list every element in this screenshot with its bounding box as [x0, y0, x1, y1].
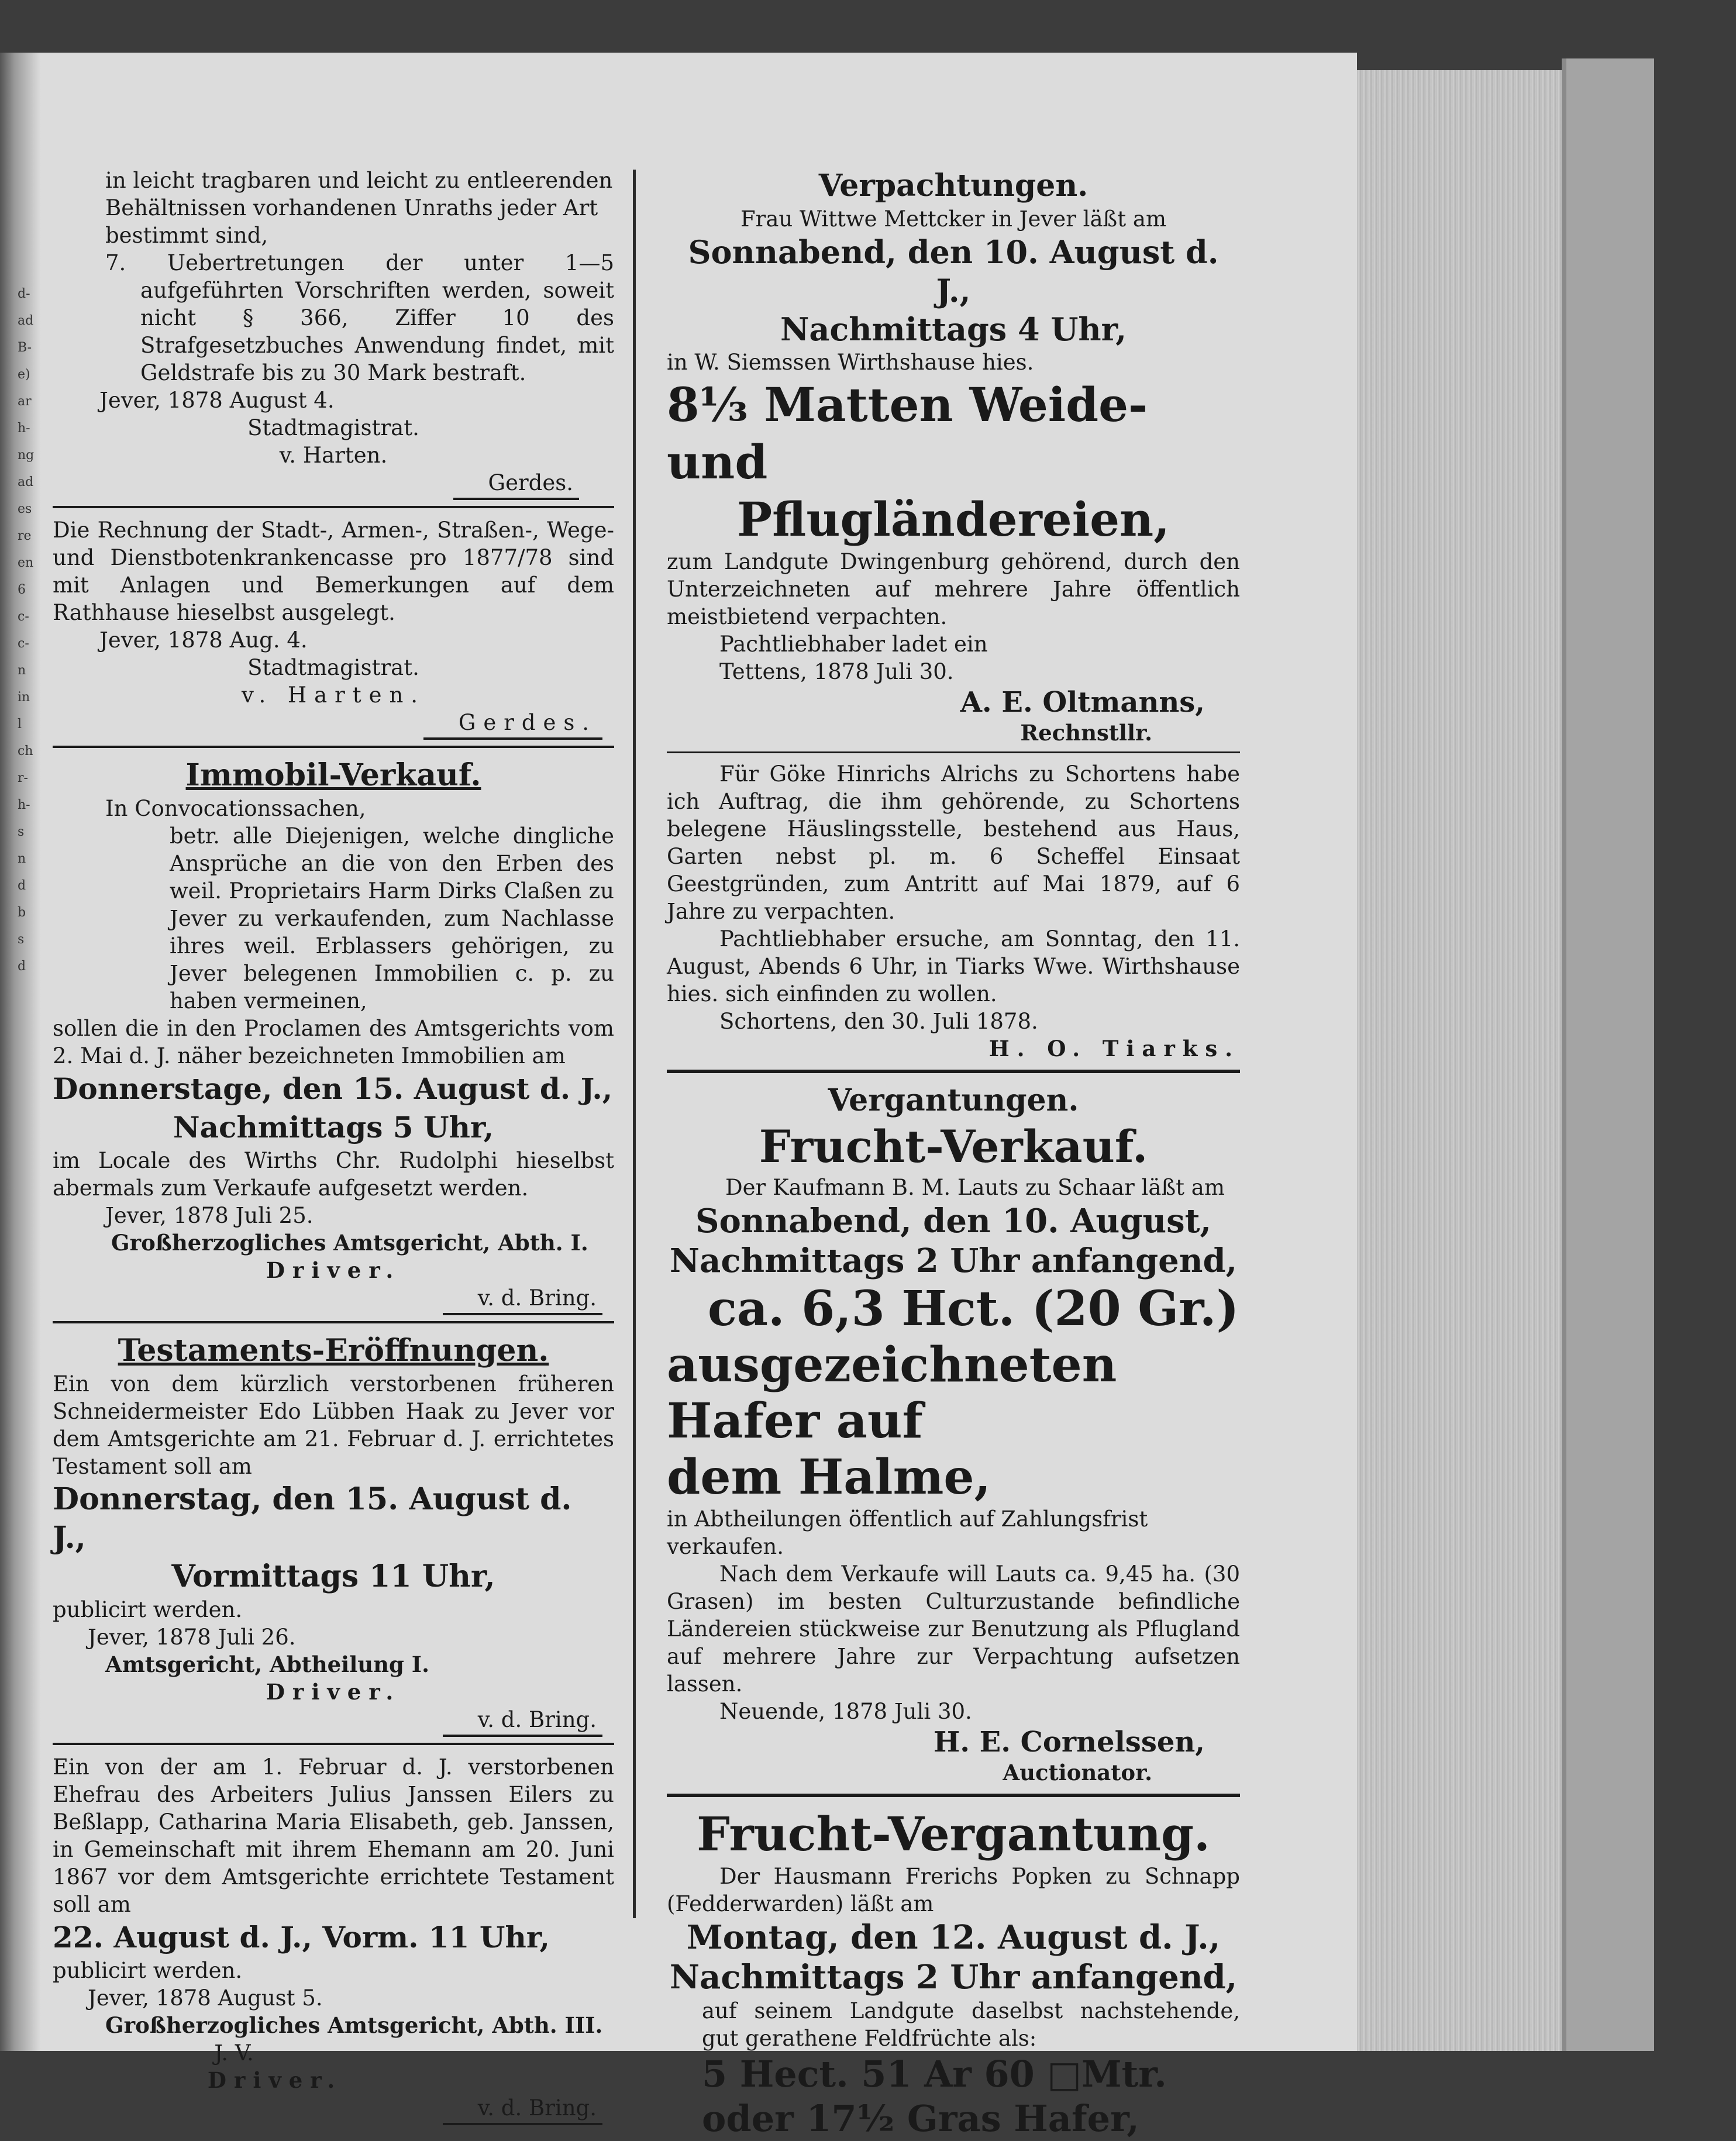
countersign-text: v. d. Bring.	[443, 1706, 602, 1737]
immobil-body: betr. alle Diejenigen, welche dingliche Ansprüche an die von den Erben des weil. Proprietairs Harm Dirks Claßen zu Jever zu verkaufenden, zum Nachlasse ihres weil. Erblassers gehörigen, zu Jever belegenen Immobilien c. p. zu haben vermeinen,	[170, 823, 614, 1013]
immobil-text2: sollen die in den Proclamen des Amtsgerichts vom 2. Mai d. J. näher bezeichneten Immobilien am	[53, 1016, 614, 1068]
immobil-time: Nachmittags 5 Uhr,	[173, 1110, 494, 1144]
immobil-notice	[53, 756, 614, 1315]
testament-notice-2	[53, 1753, 614, 2125]
ordinance-line: in leicht tragbaren und leicht zu entleerenden	[105, 168, 613, 193]
margin-fragment: h-	[18, 798, 30, 812]
court: Großherzogliches Amtsgericht, Abth. I.	[111, 1230, 588, 1256]
auction-text: in Abtheilungen öffentlich auf Zahlungsfrist verkaufen.	[667, 1506, 1148, 1559]
margin-fragment: ad	[18, 475, 34, 489]
margin-fragment: ng	[18, 448, 35, 463]
margin-fragment: en	[18, 556, 34, 570]
auction-intro: Der Kaufmann B. M. Lauts zu Schaar läßt am	[725, 1175, 1225, 1200]
margin-fragment: r-	[18, 771, 28, 785]
margin-fragment: n	[18, 663, 26, 678]
auction-big-2: ausgezeichneten Hafer auf	[667, 1337, 1117, 1449]
auction2-date: Montag, den 12. August d. J.,	[686, 1918, 1221, 1957]
auction-notice-1	[667, 1081, 1240, 1787]
signer-title: Rechnstllr.	[1020, 720, 1152, 746]
testament2-date: 22. August d. J., Vorm. 11 Uhr,	[53, 1920, 550, 1954]
divider	[53, 746, 614, 748]
divider	[53, 1321, 614, 1323]
margin-fragment: b	[18, 905, 26, 920]
testament-heading: Testaments-Eröffnungen.	[118, 1333, 549, 1368]
lease-intro: Frau Wittwe Mettcker in Jever läßt am	[740, 206, 1167, 232]
lease-big-2: Pflugländereien,	[737, 492, 1170, 547]
lease-place: in W. Siemssen Wirthshause hies.	[667, 350, 1034, 375]
signer: Driver.	[266, 1257, 401, 1283]
divider	[667, 1794, 1240, 1797]
place-date: Jever, 1878 Juli 25.	[105, 1203, 314, 1228]
lease2-text: Für Göke Hinrichs Alrichs zu Schortens habe ich Auftrag, die ihm gehörende, zu Schortens belegene Häuslingsstelle, bestehend aus Haus, Garten nebst pl. m. 6 Scheffel Einsaat Geestgründen, zum Antritt auf Mai 1879, auf 6 Jahre zu verpachten.	[667, 761, 1240, 924]
testament-after: publicirt werden.	[53, 1597, 243, 1622]
auction-big-1: ca. 6,3 Hct. (20 Gr.)	[708, 1281, 1239, 1337]
section-heading: Verpachtungen.	[818, 168, 1089, 204]
testament-time: Vormittags 11 Uhr,	[171, 1559, 495, 1594]
lease-text: zum Landgute Dwingenburg gehörend, durch den Unterzeichneten auf mehrere Jahre öffentlich meistbietend verpachten.	[667, 549, 1240, 629]
place-date: Neuende, 1878 Juli 30.	[719, 1699, 972, 1724]
place-date: Jever, 1878 August 5.	[88, 1985, 323, 2011]
auction-notice-2	[667, 1805, 1240, 2141]
ordinance-continuation	[53, 167, 614, 500]
book-cover	[1562, 58, 1654, 2051]
signer-title: Auctionator.	[1003, 1760, 1152, 1785]
margin-fragment: d	[18, 959, 26, 974]
margin-fragment: re	[18, 529, 32, 543]
authority: Stadtmagistrat.	[247, 655, 419, 680]
margin-fragment: h-	[18, 421, 30, 436]
column-rule	[633, 170, 636, 1918]
divider	[53, 506, 614, 508]
signer: Driver.	[266, 1679, 401, 1705]
immobil-date: Donnerstage, den 15. August d. J.,	[53, 1071, 613, 1106]
margin-fragment: d	[18, 878, 26, 893]
page-edges	[1357, 70, 1562, 2051]
countersign	[53, 469, 614, 500]
place-date: Jever, 1878 Aug. 4.	[99, 628, 308, 653]
immobil-sub: In Convocationssachen,	[105, 796, 366, 821]
divider	[667, 751, 1240, 753]
immobil-heading: Immobil-Verkauf.	[185, 757, 481, 793]
auction-big-3: dem Halme,	[667, 1449, 991, 1505]
margin-fragment: s	[18, 825, 25, 839]
lease-big-1: 8⅓ Matten Weide- und	[667, 377, 1148, 489]
margin-fragment: 6	[18, 582, 26, 597]
lease-notice-2	[667, 760, 1240, 1063]
place-date: Schortens, den 30. Juli 1878.	[719, 1009, 1038, 1034]
margin-fragment: ar	[18, 394, 32, 409]
authority: Stadtmagistrat.	[247, 415, 419, 440]
accounts-text: Die Rechnung der Stadt-, Armen-, Straßen-, Wege- und Dienstbotenkrankencasse pro 1877/78 sind mit Anlagen und Bemerkungen auf dem Rathhause hieselbst ausgelegt.	[53, 518, 614, 625]
auction2-intro: Der Hausmann Frerichs Popken zu Schnapp (Fedderwarden) läßt am	[667, 1864, 1240, 1916]
immobil-text3: im Locale des Wirths Chr. Rudolphi hieselbst abermals zum Verkaufe aufgesetzt werden.	[53, 1148, 614, 1201]
lease-time: Nachmittags 4 Uhr,	[780, 311, 1127, 348]
lease2-text2: Pachtliebhaber ersuche, am Sonntag, den 11. August, Abends 6 Uhr, in Tiarks Wwe. Wirthshause hies. sich einfinden zu wollen.	[667, 926, 1240, 1006]
lease-invite: Pachtliebhaber ladet ein	[719, 632, 988, 657]
place-date: Jever, 1878 August 4.	[99, 388, 335, 413]
court: Amtsgericht, Abtheilung I.	[105, 1652, 429, 1677]
auction-date: Sonnabend, den 10. August,	[695, 1202, 1211, 1240]
place-date: Jever, 1878 Juli 26.	[88, 1625, 296, 1650]
left-page-edge-fragments	[18, 281, 41, 2035]
auction2-big-2: oder 17½ Gras Hafer,	[702, 2097, 1139, 2140]
testament2-text: Ein von der am 1. Februar d. J. verstorbenen Ehefrau des Arbeiters Julius Janssen Eilers zu Beßlapp, Catharina Maria Elisabeth, geb. Janssen, in Gemeinschaft mit ihrem Ehemann am 20. Juni 1867 vor dem Amtsgerichte errichtete Testament soll am	[53, 1754, 614, 1917]
testament-date: Donnerstag, den 15. August d. J.,	[53, 1481, 572, 1556]
jv: J. V.	[214, 2040, 254, 2066]
countersign	[53, 1706, 614, 1737]
section-heading: Vergantungen.	[828, 1082, 1079, 1118]
signer: Driver.	[207, 2067, 343, 2093]
margin-fragment: c-	[18, 636, 29, 651]
auction-heading: Frucht-Verkauf.	[759, 1121, 1148, 1173]
auction2-text: auf seinem Landgute daselbst nachstehende, gut gerathene Feldfrüchte als:	[702, 1998, 1240, 2051]
ordinance-line: bestimmt sind,	[105, 223, 268, 248]
testament-text: Ein von dem kürzlich verstorbenen früheren Schneidermeister Edo Lübben Haak zu Jever vor dem Amtsgerichte am 21. Februar d. J. errichtetes Testament soll am	[53, 1371, 614, 1479]
auction2-heading: Frucht-Vergantung.	[697, 1806, 1210, 1861]
countersign-text: Gerdes.	[453, 469, 579, 500]
accounts-notice	[53, 516, 614, 740]
auction2-big-1: 5 Hect. 51 Ar 60 □Mtr.	[702, 2053, 1167, 2095]
auction-text2: Nach dem Verkaufe will Lauts ca. 9,45 ha. (30 Grasen) im besten Culturzustande befindliche Ländereien stückweise zur Benutzung als Pflugland auf mehrere Jahre zur Verpachtung aufsetzen lassen.	[667, 1561, 1240, 1697]
testament-notice-1	[53, 1332, 614, 1737]
margin-fragment: ad	[18, 313, 34, 328]
auction-time: Nachmittags 2 Uhr anfangend,	[669, 1242, 1238, 1280]
margin-fragment: n	[18, 851, 26, 866]
signer: v. Harten.	[242, 682, 425, 708]
countersign	[53, 709, 614, 740]
margin-fragment: c-	[18, 609, 29, 624]
divider	[667, 1070, 1240, 1073]
court: Großherzogliches Amtsgericht, Abth. III.	[105, 2012, 603, 2038]
margin-fragment: s	[18, 932, 25, 947]
margin-fragment: d-	[18, 287, 30, 301]
countersign-text: Gerdes.	[423, 709, 602, 740]
countersign	[53, 1284, 614, 1315]
divider	[53, 1743, 614, 1745]
ordinance-line: Behältnissen vorhandenen Unraths jeder Art	[105, 195, 598, 220]
signer: H. E. Cornelssen,	[933, 1726, 1205, 1759]
margin-fragment: in	[18, 690, 30, 705]
margin-fragment: es	[18, 502, 32, 516]
right-column	[667, 167, 1240, 2141]
margin-fragment: e)	[18, 367, 30, 382]
signer: A. E. Oltmanns,	[960, 686, 1205, 719]
margin-fragment: B-	[18, 340, 32, 355]
auction2-time: Nachmittags 2 Uhr anfangend,	[669, 1958, 1238, 1997]
countersign-text: v. d. Bring.	[443, 2094, 602, 2125]
margin-fragment: l	[18, 717, 22, 732]
lease-notice-1	[667, 167, 1240, 747]
signer: v. Harten.	[279, 443, 388, 468]
countersign	[53, 2094, 614, 2125]
testament2-after: publicirt werden.	[53, 1958, 243, 1983]
left-column	[53, 167, 614, 2125]
signer: H. O. Tiarks.	[988, 1036, 1240, 1061]
ordinance-item-7: 7. Uebertretungen der unter 1—5 aufgeführten Vorschriften werden, soweit nicht § 366, Ziffer 10 des Strafgesetzbuches Anwendung findet, mit Geldstrafe bis zu 30 Mark bestraft.	[105, 250, 614, 385]
lease-date: Sonnabend, den 10. August d. J.,	[688, 233, 1219, 309]
margin-fragment: ch	[18, 744, 33, 759]
countersign-text: v. d. Bring.	[443, 1284, 602, 1315]
place-date: Tettens, 1878 Juli 30.	[719, 659, 954, 684]
